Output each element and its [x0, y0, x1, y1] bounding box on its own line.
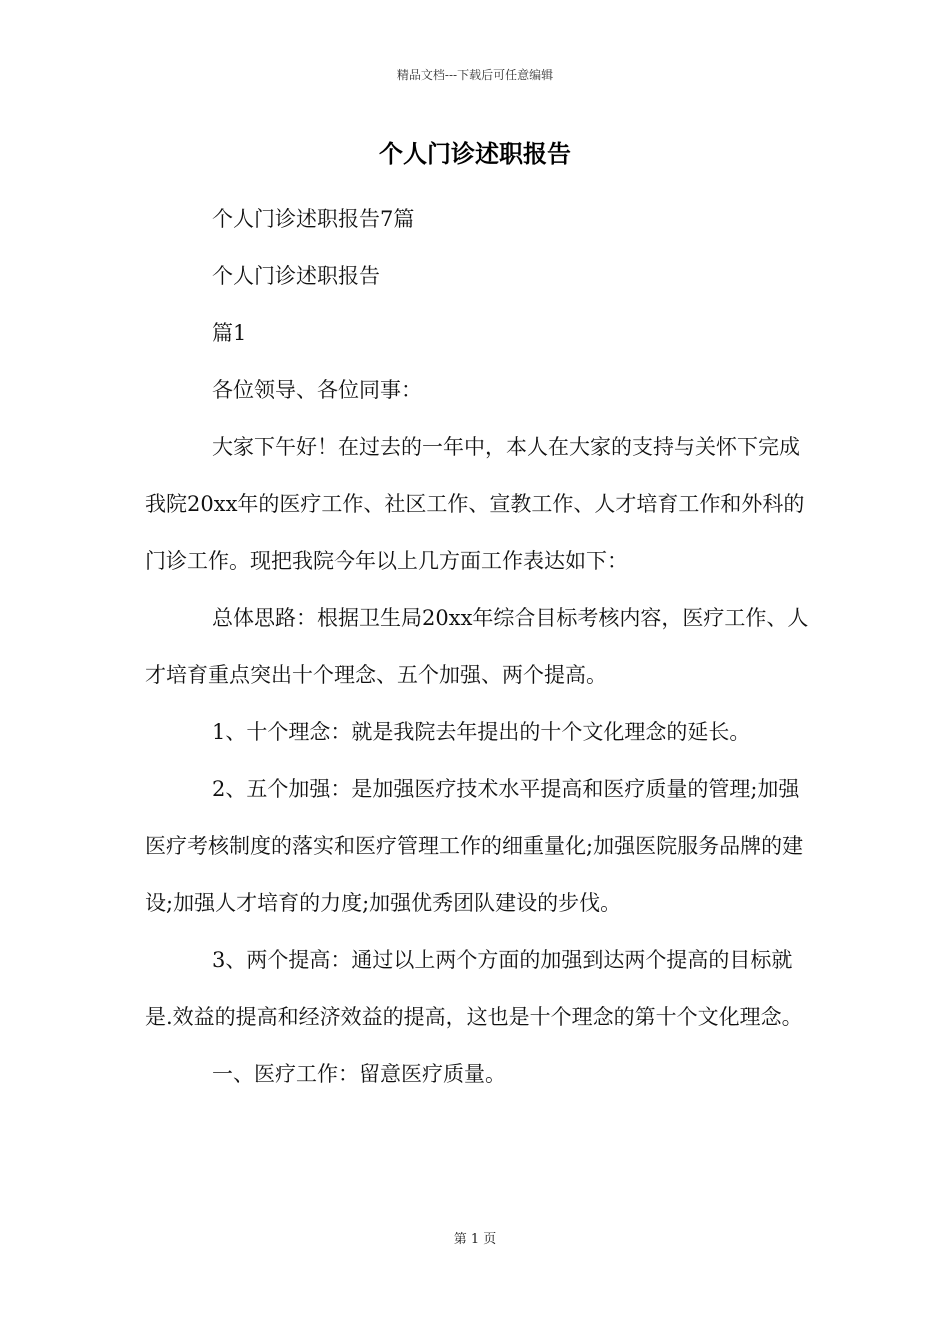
- paragraph-greeting: 各位领导、各位同事：: [212, 378, 422, 402]
- paragraph-ten-concepts: 1、十个理念：就是我院去年提出的十个文化理念的延长。: [212, 720, 751, 744]
- paragraph-section-label: 篇1: [212, 321, 247, 345]
- paragraph-intro: 大家下午好！在过去的一年中，本人在大家的支持与关怀下完成我院20xx年的医疗工作、社区工作、宣教工作、人才培育工作和外科的门诊工作。现把我院今年以上几方面工作表达如下：: [145, 435, 805, 573]
- paragraph-five-strengthen: 2、五个加强：是加强医疗技术水平提高和医疗质量的管理;加强医疗考核制度的落实和医疗管理工作的细重量化;加强医院服务品牌的建设;加强人才培育的力度;加强优秀团队建设的步伐。: [145, 777, 804, 915]
- paragraph-subtitle: 个人门诊述职报告7篇: [212, 207, 415, 231]
- page-number: 第 1 页: [453, 1232, 497, 1247]
- document-title: 个人门诊述职报告: [379, 139, 571, 168]
- paragraph-medical-work: 一、医疗工作：留意医疗质量。: [212, 1062, 506, 1086]
- paragraph-report-title: 个人门诊述职报告: [212, 264, 380, 288]
- paragraph-overall-idea: 总体思路：根据卫生局20xx年综合目标考核内容，医疗工作、人才培育重点突出十个理念、五个加强、两个提高。: [145, 606, 809, 687]
- page-header: 精品文档---下载后可任意编辑: [396, 68, 554, 82]
- document-body: [145, 191, 815, 1103]
- paragraph-two-improve: 3、两个提高：通过以上两个方面的加强到达两个提高的目标就是.效益的提高和经济效益的提高，这也是十个理念的第十个文化理念。: [145, 948, 803, 1029]
